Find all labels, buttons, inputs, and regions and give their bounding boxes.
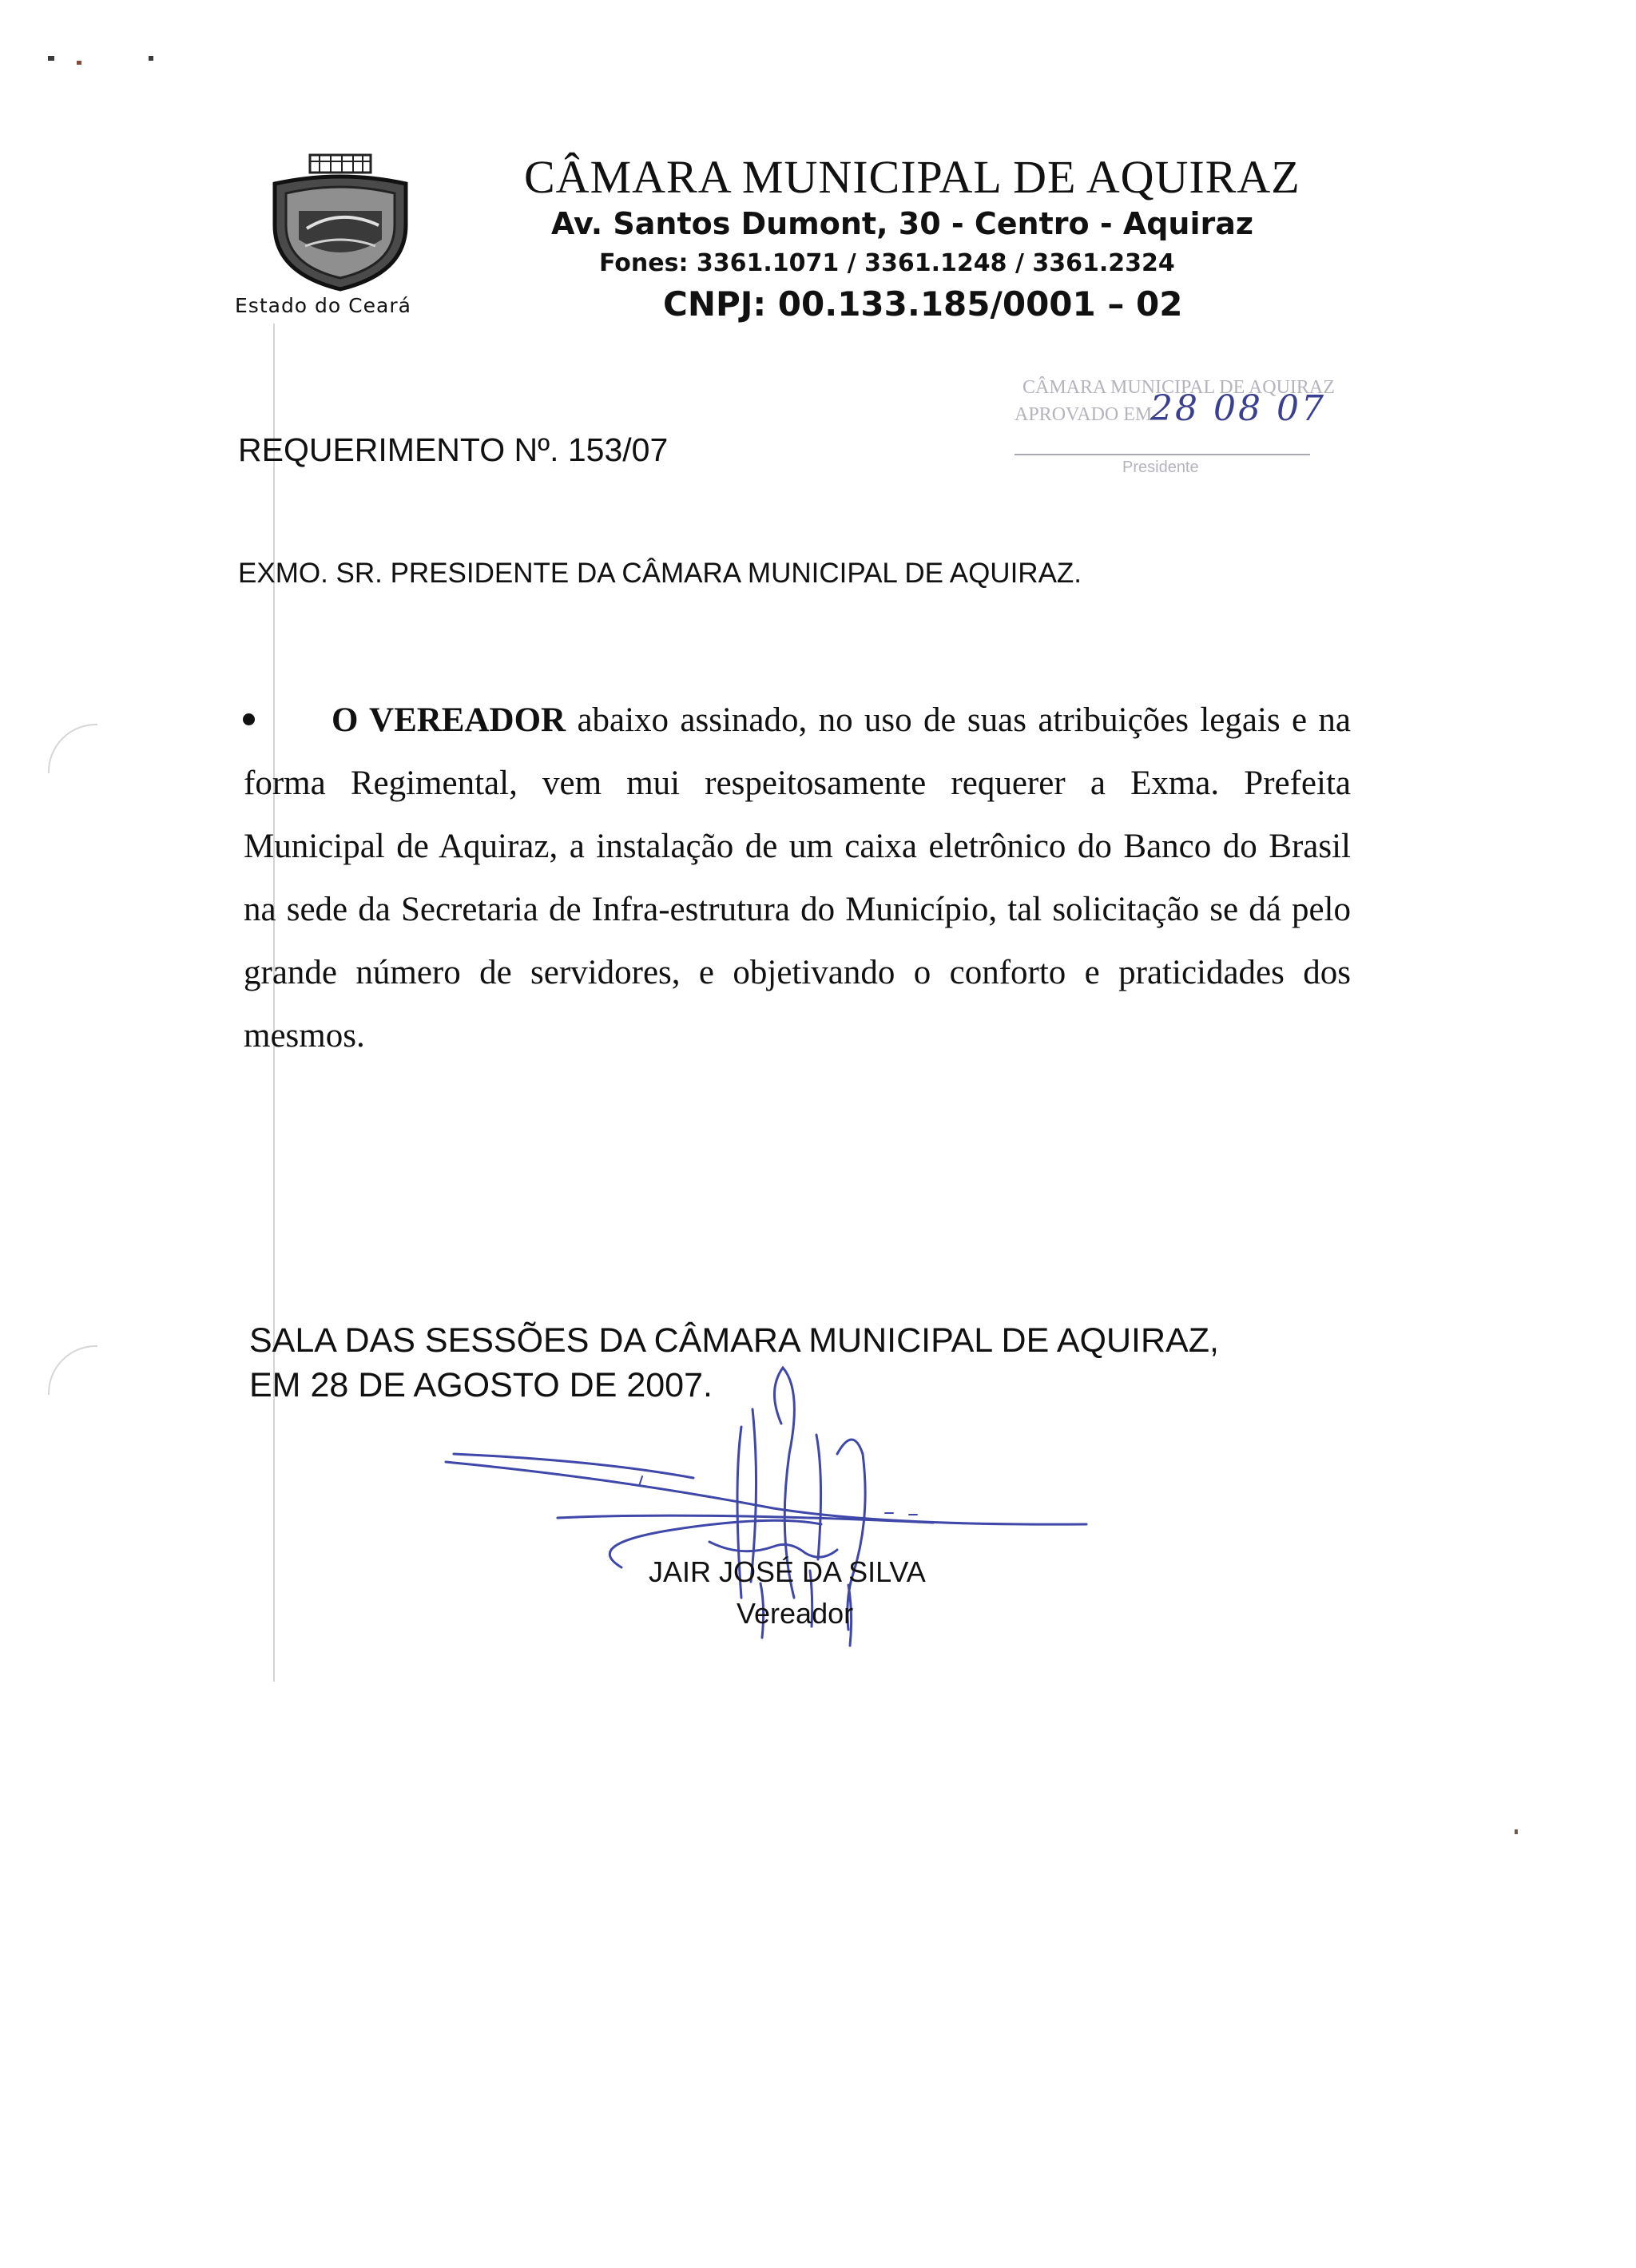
closing-line-2: EM 28 DE AGOSTO DE 2007. [249,1366,713,1404]
body-paragraph [244,689,1351,1067]
scan-speck [77,61,81,65]
scan-edge-mark [48,1345,97,1395]
body-rest: abaixo assinado, no uso de suas atribuições legais e na forma Regimental, vem mui respeitosamente requerer a Exma. Prefeita Municipal de Aquiraz, a instalação de um caixa eletrônico do Banco do Brasil na sede da Secretaria de Infra-estrutura do Município, tal solicitação se dá pelo grande número de servidores, e objetivando o conforto e praticidades dos mesmos. [244,701,1351,1055]
stamp-footer: Presidente [1122,459,1199,476]
org-address: Av. Santos Dumont, 30 - Centro - Aquiraz [551,206,1254,241]
stamp-org-line: CÂMARA MUNICIPAL DE AQUIRAZ [1022,377,1335,398]
scan-speck [48,56,54,61]
request-number: REQUERIMENTO Nº. 153/07 [238,431,669,468]
stamp-date: 28 08 07 [1150,388,1326,429]
state-label: Estado do Ceará [235,294,411,317]
scan-speck [1515,1829,1518,1834]
stamp-approved-line: APROVADO EM [1015,404,1153,425]
municipal-crest-icon [259,152,422,296]
signer-role: Vereador [737,1597,854,1630]
scan-edge-mark [48,724,97,773]
signer-name: JAIR JOSÉ DA SILVA [649,1555,926,1588]
org-title: CÂMARA MUNICIPAL DE AQUIRAZ [524,151,1300,203]
body-lead: O VEREADOR [332,701,566,739]
org-phones: Fones: 3361.1071 / 3361.1248 / 3361.2324 [599,249,1175,277]
stamp-signature-rule [1015,454,1310,455]
addressee-line: EXMO. SR. PRESIDENTE DA CÂMARA MUNICIPAL DE AQUIRAZ. [238,558,1082,589]
approval-stamp [1015,369,1335,489]
scan-speck [149,56,153,61]
org-cnpj: CNPJ: 00.133.185/0001 – 02 [663,284,1183,324]
closing-line-1: SALA DAS SESSÕES DA CÂMARA MUNICIPAL DE AQUIRAZ, [249,1321,1219,1360]
